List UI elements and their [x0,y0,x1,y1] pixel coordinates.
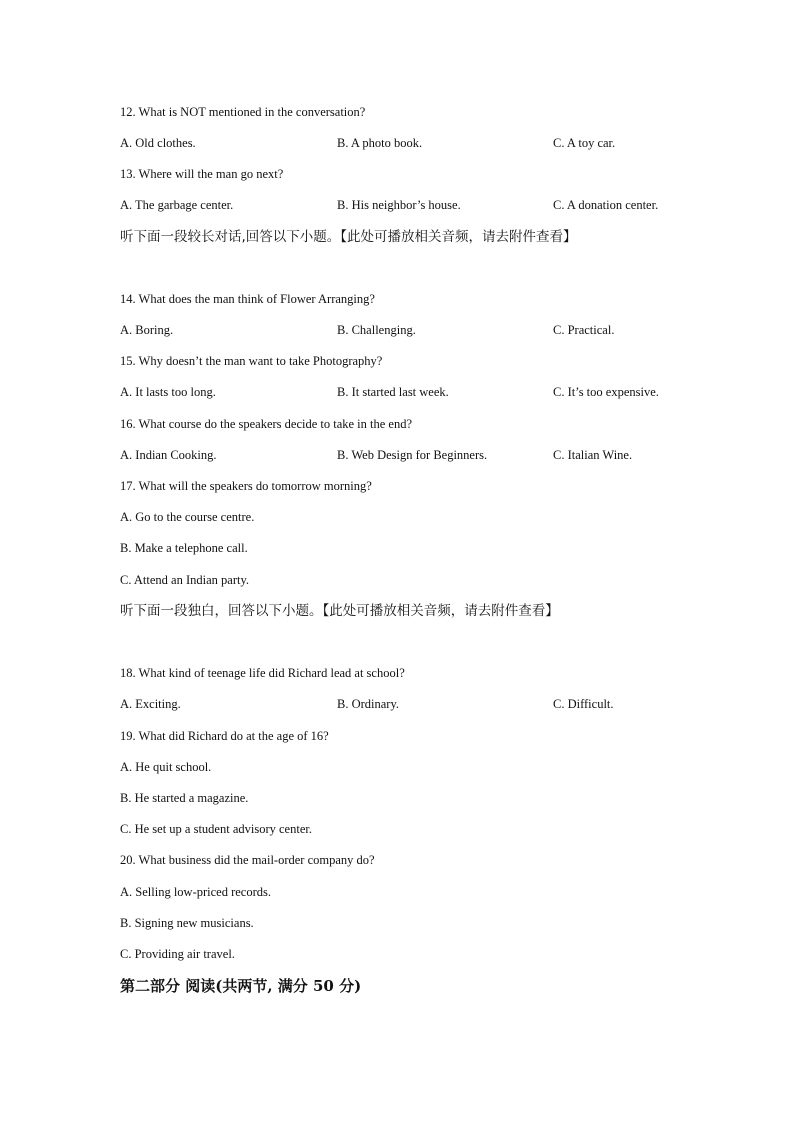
section-title: 第二部分 阅读(共两节, 满分 50 分) [120,977,362,995]
option-b: B. Make a telephone call. [120,541,248,555]
option-b: B. Signing new musicians. [120,916,254,930]
option-c: C. It’s too expensive. [553,385,659,399]
question-stem: 16. What course do the speakers decide to take in the end? [120,417,413,431]
option-a: A. Go to the course centre. [120,510,255,524]
option-b: B. His neighbor’s house. [337,198,461,212]
option-c: C. A toy car. [553,136,616,150]
option-c: C. A donation center. [553,198,659,212]
question-stem: 20. What business did the mail-order company do? [120,853,375,867]
option-c: C. Practical. [553,323,615,337]
option-c: C. Italian Wine. [553,448,633,462]
question-stem: 19. What did Richard do at the age of 16? [120,729,329,743]
question-stem: 15. Why doesn’t the man want to take Photography? [120,354,383,368]
option-b: B. He started a magazine. [120,791,249,805]
question-stem: 17. What will the speakers do tomorrow morning? [120,479,372,493]
option-a: A. Exciting. [120,697,181,711]
question-stem: 18. What kind of teenage life did Richard lead at school? [120,666,405,680]
question-stem: 12. What is NOT mentioned in the conversation? [120,105,366,119]
option-a: A. He quit school. [120,760,212,774]
option-a: A. Old clothes. [120,136,196,150]
option-c: C. Difficult. [553,697,614,711]
option-c: C. Providing air travel. [120,947,235,961]
option-a: A. Selling low-priced records. [120,885,272,899]
option-b: B. A photo book. [337,136,423,150]
listening-instruction: 听下面一段独白，回答以下小题。【此处可播放相关音频，请去附件查看】 [120,603,559,619]
question-stem: 14. What does the man think of Flower Arranging? [120,292,375,306]
option-a: A. The garbage center. [120,198,234,212]
option-b: B. It started last week. [337,385,449,399]
option-a: A. Indian Cooking. [120,448,217,462]
option-b: B. Web Design for Beginners. [337,448,488,462]
question-stem: 13. Where will the man go next? [120,167,284,181]
option-b: B. Challenging. [337,323,416,337]
option-a: A. Boring. [120,323,174,337]
option-c: C. He set up a student advisory center. [120,822,312,836]
option-c: C. Attend an Indian party. [120,573,250,587]
option-a: A. It lasts too long. [120,385,216,399]
option-b: B. Ordinary. [337,697,400,711]
listening-instruction: 听下面一段较长对话,回答以下小题。【此处可播放相关音频，请去附件查看】 [120,229,577,245]
